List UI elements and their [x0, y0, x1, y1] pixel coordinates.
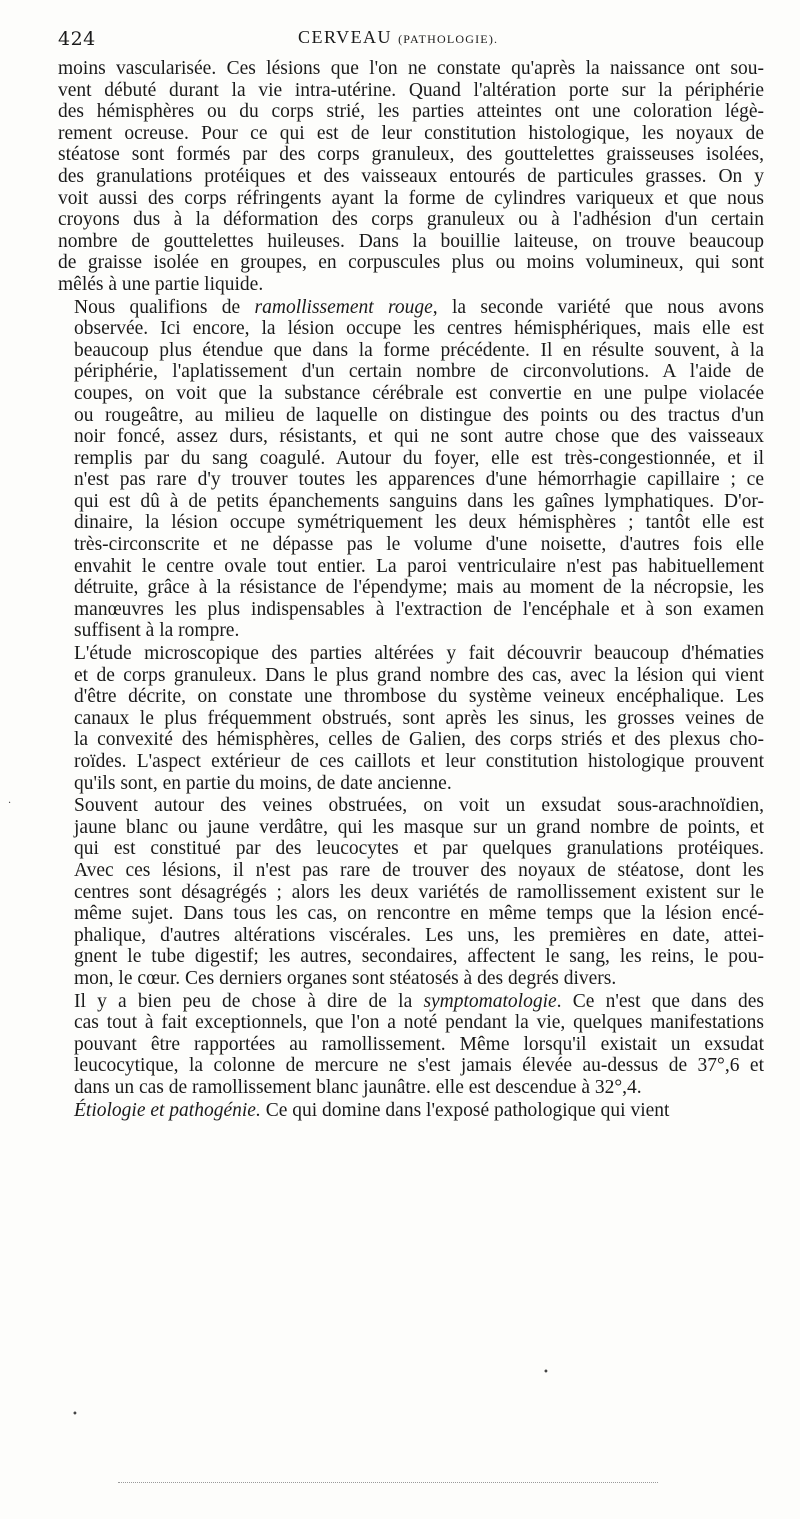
italic-term: symptomatologie [423, 990, 557, 1012]
text-line: dinaire, la lésion occupe symétriquement les deux hémisphères ; tantôt elle est [74, 512, 764, 534]
text-line: des granulations protéiques et des vaisseaux entourés de particules grasses. On y [58, 165, 764, 187]
text-line: cas tout à fait exceptionnels, que l'on a noté pendant la vie, quelques manifestations [74, 1012, 764, 1034]
paragraph [58, 795, 764, 989]
text-line: rement ocreuse. Pour ce qui est de leur constitution histologique, les noyaux de [58, 122, 764, 144]
paragraph [58, 991, 764, 1099]
text-line: Il y a bien peu de chose à dire de la symptomatologie. Ce n'est que dans des [74, 990, 764, 1012]
paragraph [58, 297, 764, 643]
text-line: et de corps granuleux. Dans le plus grand nombre des cas, avec la lésion qui vient [74, 664, 764, 686]
stray-dot-mark: · [8, 798, 12, 809]
text-line: périphérie, l'aplatissement d'un certain nombre de circonvolutions. A l'aide de [74, 361, 764, 383]
text-line: remplis par du sang coagulé. Autour du foyer, elle est très-congestionnée, et il [74, 447, 764, 469]
text-line: gnent le tube digestif; les autres, secondaires, affectent le sang, les reins, le pou- [74, 946, 764, 968]
text-line: voit aussi des corps réfringents ayant la forme de cylindres variqueux et que nous [58, 187, 764, 209]
text-line: roïdes. L'aspect extérieur de ces caillots et leur constitution histologique prouvent [74, 751, 764, 772]
text-line: qu'ils sont, en partie du moins, de date ancienne. [74, 772, 452, 794]
body-text [58, 58, 764, 1121]
text-line: leucocytique, la colonne de mercure ne s'est jamais élevée au-dessus de 37°,6 et [74, 1055, 764, 1077]
text-line: la convexité des hémisphères, celles de Galien, des corps striés et des plexus cho- [74, 729, 764, 751]
text-line: pouvant être rapportées au ramollissement. Même lorsqu'il existait un exsudat [74, 1033, 764, 1055]
text-line: Souvent autour des veines obstruées, on voit un exsudat sous-arachnoïdien, [74, 795, 764, 817]
text-line: coupes, on voit que la substance cérébrale est convertie en une pulpe violacée [74, 382, 764, 404]
text-line: suffisent à la rompre. [74, 620, 240, 642]
text-line: beaucoup plus étendue que dans la forme précédente. Il en résulte souvent, à la [74, 339, 764, 361]
paragraph [58, 58, 764, 296]
text-line: très-circonscrite et ne dépasse pas le volume d'une noisette, d'autres fois elle [74, 534, 764, 556]
text-line: Nous qualifions de ramollissement rouge, la seconde variété que nous avons [74, 296, 764, 318]
text-line: centres sont désagrégés ; alors les deux variétés de ramollissement existent sur le [74, 881, 764, 903]
footer-rule [118, 1482, 658, 1483]
text-line: Étiologie et pathogénie. Ce qui domine dans l'exposé pathologique qui vient [74, 1099, 670, 1121]
paragraph [58, 1100, 764, 1122]
running-head [58, 24, 763, 50]
text-line: qui est dû à de petits épanchements sanguins dans les gaînes lymphatiques. D'or- [74, 490, 764, 512]
text-line: dans un cas de ramollissement blanc jaunâtre. elle est descendue à 32°,4. [74, 1076, 642, 1098]
stray-dot-mark: • [72, 1409, 78, 1420]
text-line: manœuvres les plus indispensables à l'extraction de l'encéphale et à son examen [74, 598, 764, 620]
text-line: canaux le plus fréquemment obstrués, sont après les sinus, les grosses veines de [74, 707, 764, 729]
text-line: envahit le centre ovale tout entier. La paroi ventriculaire n'est pas habituellement [74, 555, 764, 577]
text-line: qui est constitué par des leucocytes et par quelques granulations protéiques. [74, 838, 764, 860]
text-line: L'étude microscopique des parties altérées y fait découvrir beaucoup d'hématies [74, 643, 764, 665]
text-line: même sujet. Dans tous les cas, on rencontre en même temps que la lésion encé- [74, 903, 764, 925]
text-line: croyons dus à la déformation des corps granuleux ou à l'adhésion d'un certain [58, 209, 764, 231]
text-line: mêlés à une partie liquide. [58, 273, 264, 295]
italic-term: Étiologie et pathogénie. [74, 1099, 261, 1121]
text-line: détruite, grâce à la résistance de l'épendyme; mais au moment de la nécropsie, les [74, 577, 764, 599]
text-line: de graisse isolée en groupes, en corpuscules plus ou moins volumineux, qui sont [58, 252, 764, 274]
text-line: des hémisphères ou du corps strié, les parties atteintes ont une coloration légè- [58, 101, 764, 123]
text-line: ou rougeâtre, au milieu de laquelle on distingue des points ou des tractus d'un [74, 404, 764, 426]
page-number: 424 [58, 28, 96, 50]
text-line: Avec ces lésions, il n'est pas rare de trouver des noyaux de stéatose, dont les [74, 859, 764, 881]
text-line: moins vascularisée. Ces lésions que l'on ne constate qu'après la naissance ont sou- [58, 58, 764, 79]
stray-dot-mark: • [543, 1367, 549, 1378]
running-title [298, 27, 498, 48]
italic-term: ramollissement rouge [254, 296, 433, 318]
text-line: vent débuté durant la vie intra-utérine. Quand l'altération porte sur la périphérie [58, 79, 764, 101]
text-line: jaune blanc ou jaune verdâtre, qui les masque sur un grand nombre de points, et [74, 816, 764, 838]
text-line: mon, le cœur. Ces derniers organes sont stéatosés à des degrés divers. [74, 967, 617, 989]
text-line: phalique, d'autres altérations viscérales. Les uns, les premières en date, attei- [74, 924, 764, 946]
text-line: n'est pas rare d'y trouver toutes les apparences d'une hémorrhagie capillaire ; ce [74, 469, 764, 491]
text-line: noir foncé, assez durs, résistants, et qui ne sont autre chose que des vaisseaux [74, 426, 764, 448]
paragraph [58, 643, 764, 794]
running-title-main: CERVEAU [298, 27, 393, 47]
text-line: nombre de gouttelettes huileuses. Dans la bouillie laiteuse, on trouve beaucoup [58, 230, 764, 252]
running-title-section: (PATHOLOGIE). [398, 32, 499, 46]
text-line: observée. Ici encore, la lésion occupe les centres hémisphériques, mais elle est [74, 318, 764, 340]
text-line: stéatose sont formés par des corps granuleux, des gouttelettes graisseuses isolées, [58, 144, 764, 166]
text-line: d'être décrite, on constate une thrombose du système veineux encéphalique. Les [74, 686, 764, 708]
